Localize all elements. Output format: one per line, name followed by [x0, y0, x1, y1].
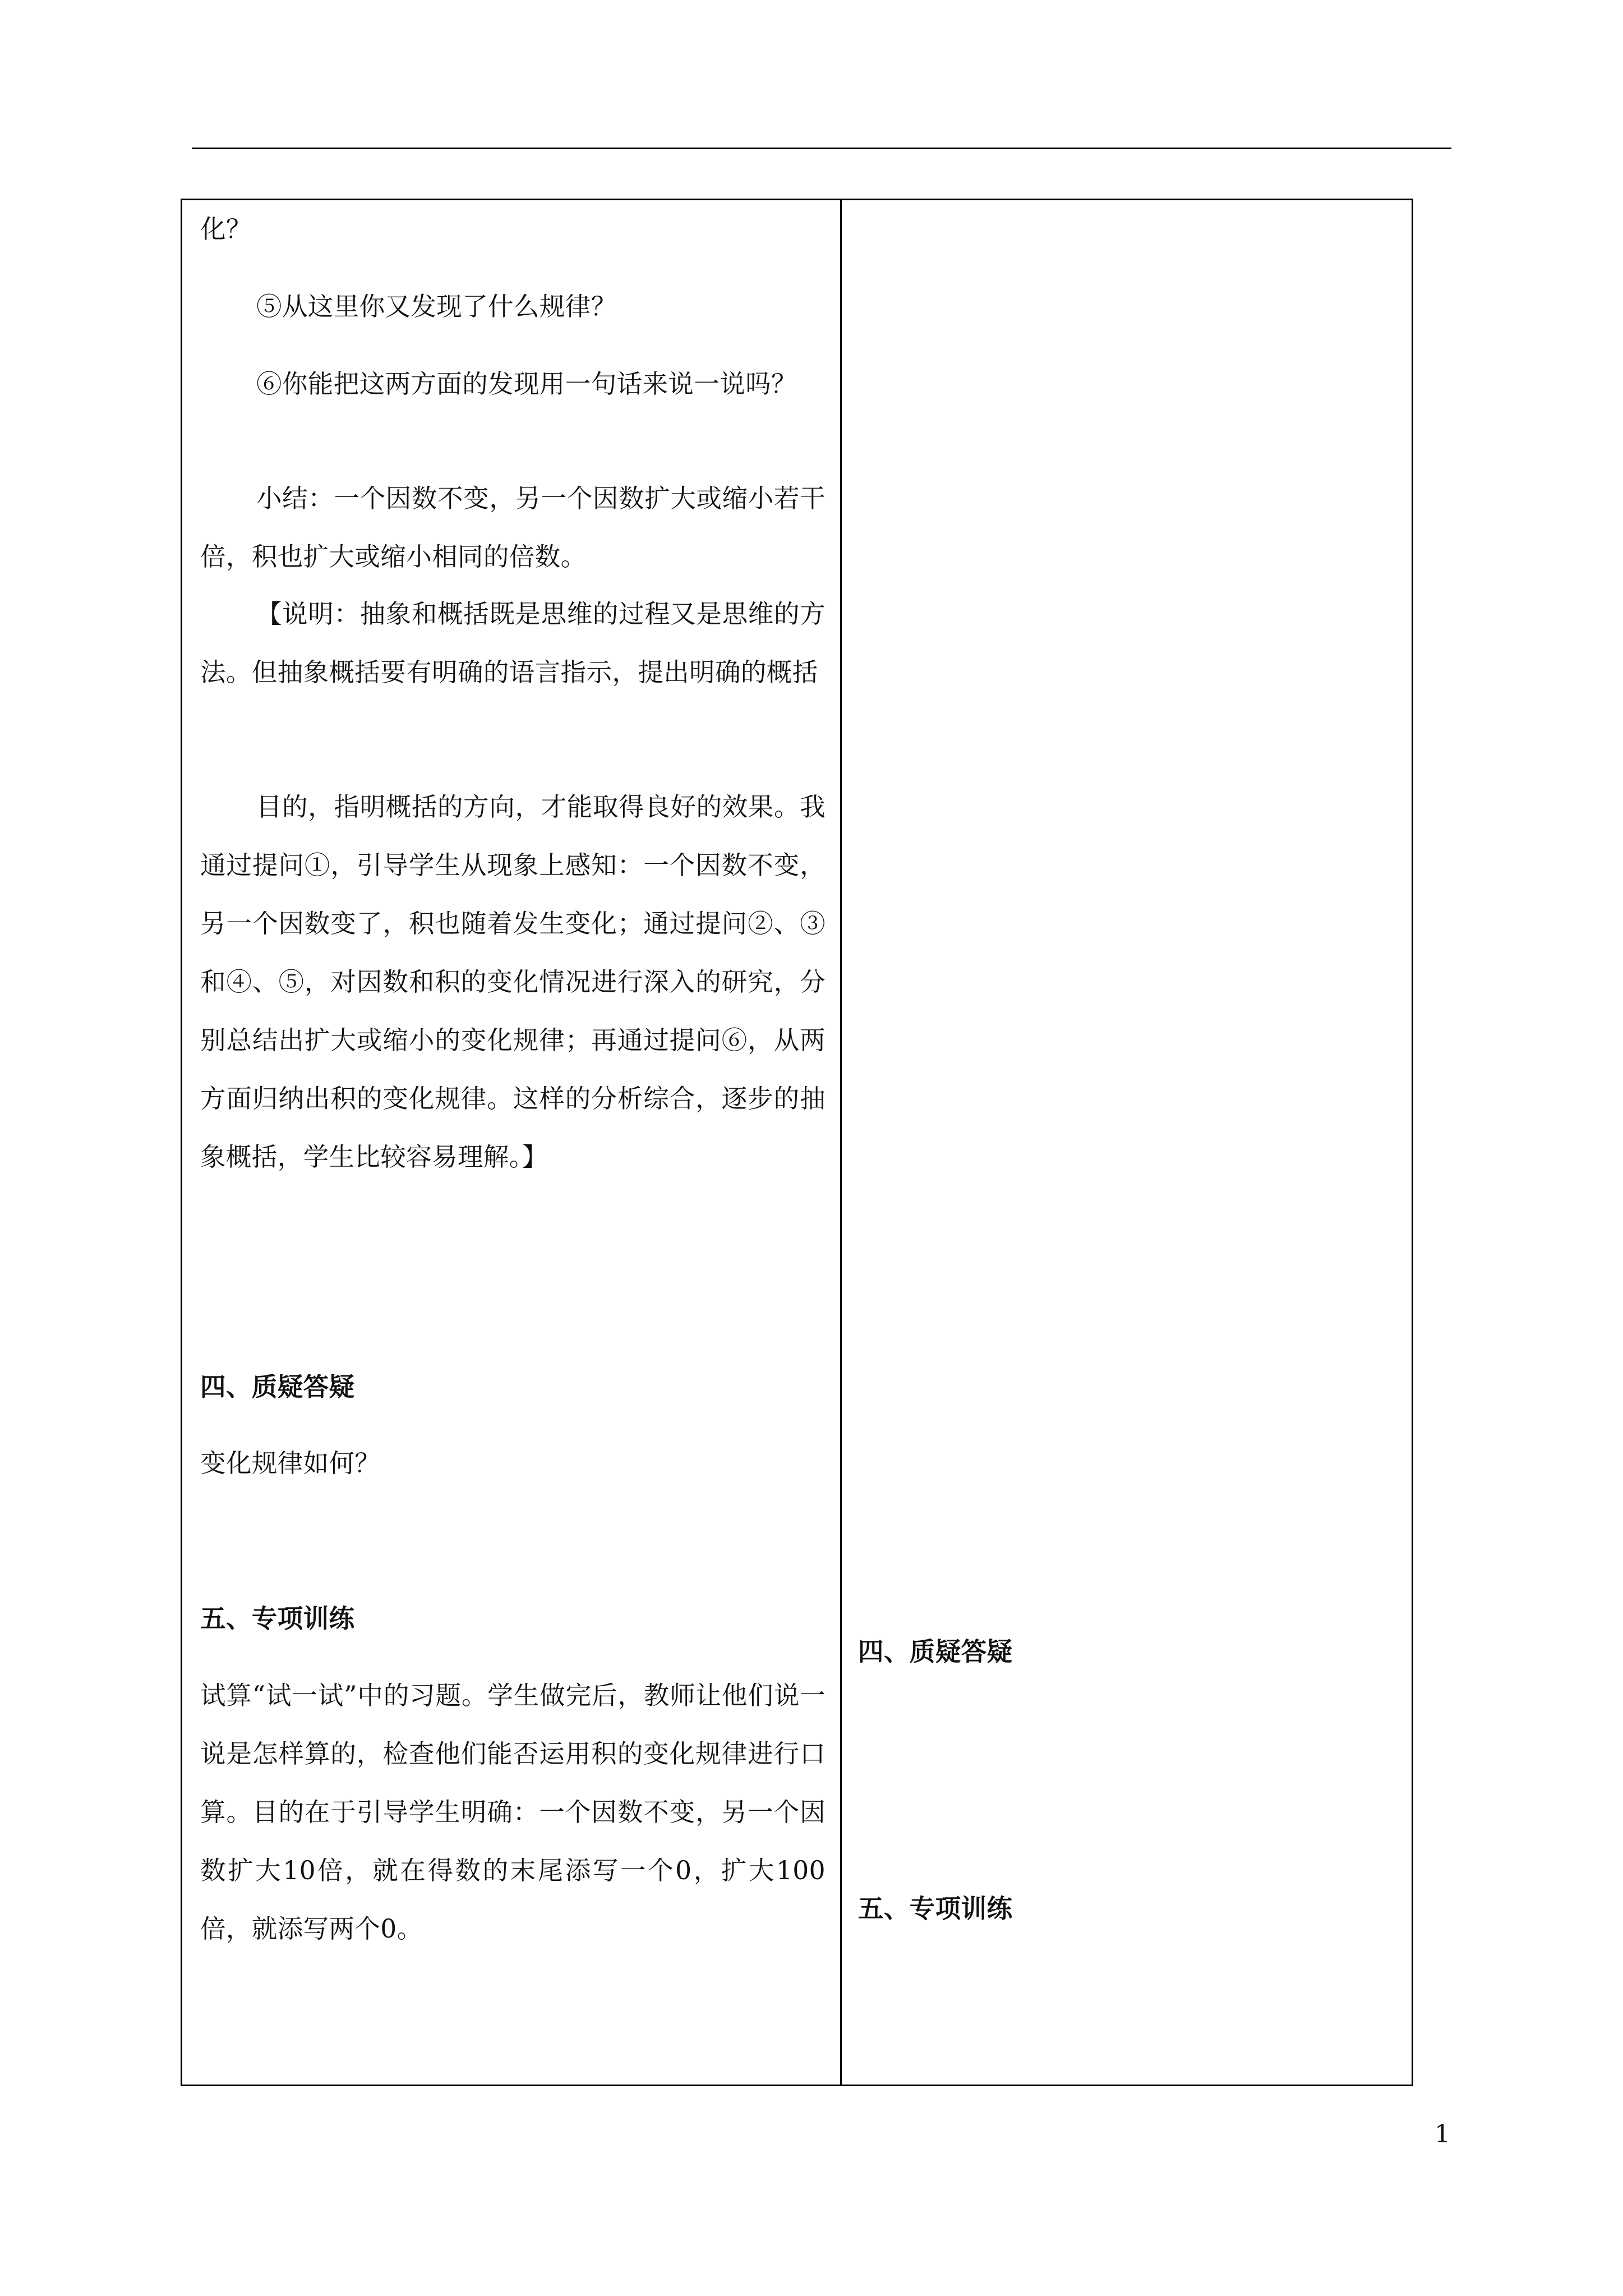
- header-rule: [192, 148, 1451, 149]
- question-six: ⑥你能把这两方面的发现用一句话来说一说吗？: [256, 369, 797, 399]
- question-five: ⑤从这里你又发现了什么规律？: [256, 292, 617, 321]
- explanation-continued: 目的，指明概括的方向，才能取得良好的效果。我通过提问①，引导学生从现象上感知：一个因数不变，另一个因数变了，积也随着发生变化；通过提问②、③和④、⑤，对因数和积的变化情况进行深入的研究，分别总结出扩大或缩小的变化规律；再通过提问⑥，从两方面归纳出积的变化规律。这样的分析综合，逐步的抽象概括，学生比较容易理解。】: [200, 792, 826, 1172]
- explanation-paragraph: 【说明：抽象和概括既是思维的过程又是思维的方法。但抽象概括要有明确的语言指示，提出明确的概括: [200, 599, 826, 687]
- section-heading-training: 五、专项训练: [200, 1603, 355, 1634]
- section-heading-questions: 四、质疑答疑: [200, 1372, 355, 1402]
- right-heading-questions: 四、质疑答疑: [858, 1636, 1013, 1667]
- training-paragraph: 试算“试一试”中的习题。学生做完后，教师让他们说一说是怎样算的，检查他们能否运用积的变化规律进行口算。目的在于引导学生明确：一个因数不变，另一个因数扩大10倍，就在得数的末尾添写一个0，扩大100倍，就添写两个0。: [200, 1681, 826, 1944]
- summary-paragraph: 小结：一个因数不变，另一个因数扩大或缩小若干倍，积也扩大或缩小相同的倍数。: [200, 484, 826, 572]
- paragraph-continuation: 化？: [200, 214, 252, 244]
- right-heading-training: 五、专项训练: [858, 1893, 1013, 1924]
- column-divider: [840, 200, 842, 2085]
- page-number: 1: [1435, 2120, 1450, 2148]
- question-text: 变化规律如何？: [200, 1448, 381, 1478]
- lesson-plan-table: [181, 199, 1413, 2086]
